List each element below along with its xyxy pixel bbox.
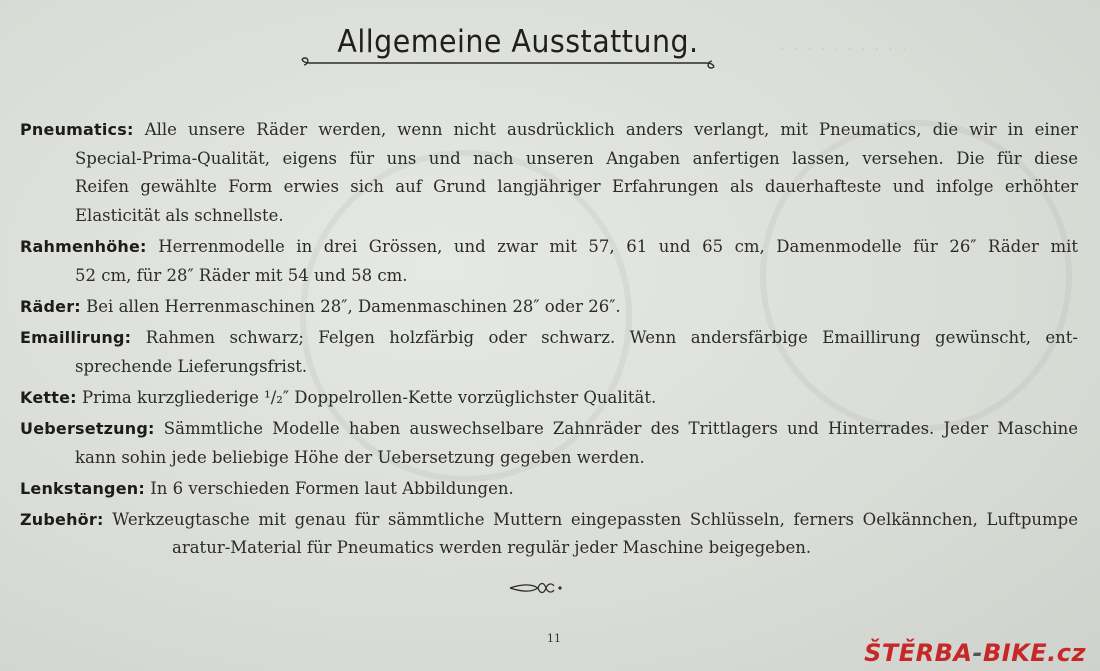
watermark-part-2: BIKE.cz [982, 639, 1086, 667]
entry-line: Special-Prima-Qualität, eigens für uns und nach unseren Angaben anfertigen lassen, versehen. Die für diese [75, 148, 1078, 168]
entry-line: sprechende Lieferungsfrist. [75, 356, 308, 376]
entry-rahmenhoehe [20, 233, 1078, 290]
entry-line: Elasticität als schnellste. [75, 205, 284, 225]
watermark-dash: - [972, 639, 983, 667]
entry-line: Bei allen Herrenmaschinen 28″, Damenmaschinen 28″ oder 26″. [86, 296, 621, 316]
page-title: Allgemeine Ausstattung. [337, 24, 699, 60]
entry-line: aratur-Material für Pneumatics werden regulär jeder Maschine beigegeben. [172, 538, 812, 558]
entry-emaillirung [20, 324, 1078, 381]
term-zubehoer: Zubehör: [20, 509, 104, 529]
term-pneumatics: Pneumatics: [20, 120, 134, 139]
term-uebersetzung: Uebersetzung: [20, 418, 155, 438]
entry-line: Werkzeugtasche mit genau für sämmtliche Muttern eingepassten Schlüsseln, ferners Oelkännchen, Luftpumpe [112, 509, 1079, 529]
entry-line: Reifen gewählte Form erwies sich auf Grund langjähriger Erfahrungen als dauerhafteste und infolge erhöhter [75, 177, 1078, 197]
entry-line: Prima kurzgliederige ¹/₂″ Doppelrollen-Kette vorzüglichster Qualität. [81, 387, 657, 407]
term-emaillirung: Emaillirung: [20, 327, 132, 347]
term-lenkstangen: Lenkstangen: [20, 478, 145, 498]
site-watermark [864, 639, 1086, 667]
show-through-text: · · · · · · · · · · [780, 40, 909, 58]
entry-line: Rahmen schwarz; Felgen holzfärbig oder schwarz. Wenn andersfärbige Emaillirung gewünscht, ent- [145, 327, 1078, 347]
entry-uebersetzung [20, 415, 1078, 472]
entry-line: kann sohin jede beliebige Höhe der Uebersetzung gegeben werden. [75, 447, 645, 467]
entry-line: Alle unsere Räder werden, wenn nicht ausdrücklich anders verlangt, mit Pneumatics, die wir in einer [144, 120, 1078, 139]
page-number: 11 [547, 632, 561, 645]
section-end-ornament [508, 580, 576, 596]
entry-zubehoer [20, 506, 1078, 563]
entry-lenkstangen [20, 475, 1078, 504]
entry-line: Sämmtliche Modelle haben auswechselbare Zahnräder des Trittlagers und Hinterrades. Jeder Maschine [163, 418, 1078, 438]
entry-line: Herrenmodelle in drei Grössen, und zwar mit 57, 61 und 65 cm, Damenmodelle für 26″ Räder mit [158, 236, 1078, 256]
title-underline-ornament [296, 56, 720, 70]
equipment-text [20, 116, 1078, 566]
entry-line: 52 cm, für 28″ Räder mit 54 und 58 cm. [75, 265, 408, 285]
entry-raeder [20, 293, 1078, 322]
entry-pneumatics [20, 116, 1078, 230]
term-kette: Kette: [20, 387, 77, 407]
term-rahmenhoehe: Rahmenhöhe: [20, 236, 147, 256]
entry-line: In 6 verschieden Formen laut Abbildungen. [150, 478, 514, 498]
entry-kette [20, 384, 1078, 413]
term-raeder: Räder: [20, 296, 81, 316]
watermark-part-1: ŠTĚRBA [864, 639, 973, 667]
